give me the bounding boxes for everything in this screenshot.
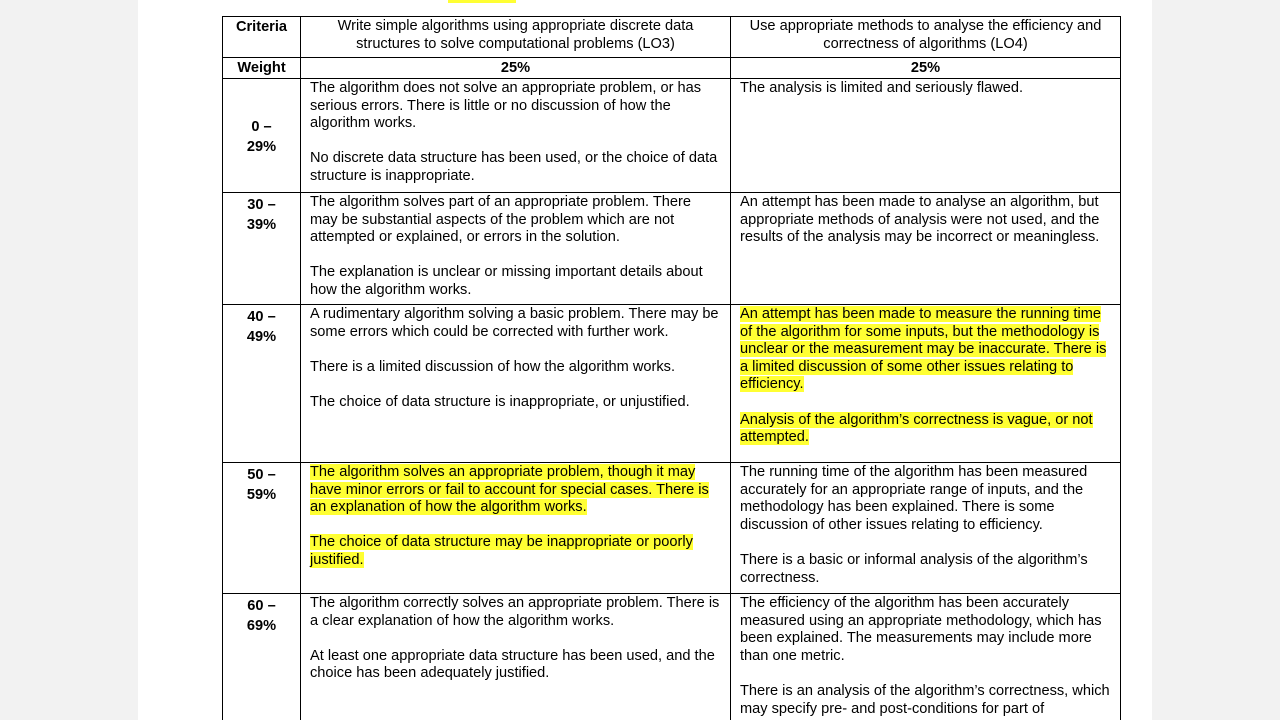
- highlighted-text: The algorithm solves an appropriate problem, though it may have minor errors or fail to account for special cases. There is an explanation of how the algorithm works.: [310, 464, 709, 516]
- band-label-start: 60 –: [247, 598, 276, 614]
- header-row: [223, 17, 1121, 58]
- rubric-table: [222, 16, 1121, 720]
- criterion-text: The efficiency of the algorithm has been accurately measured using an appropriate methodology, which has been explained. The measurements may include more than one metric.: [740, 595, 1102, 664]
- band-label-end: 69%: [246, 618, 277, 634]
- band-cell: [223, 594, 301, 720]
- criterion-text: [310, 464, 722, 517]
- criterion-text: The algorithm does not solve an appropriate problem, or has serious errors. There is little or no discussion of how the algorithm works.: [310, 80, 702, 132]
- lo3-cell: [301, 305, 731, 463]
- lo4-cell: [731, 463, 1121, 594]
- table-row: [223, 79, 1121, 193]
- criterion-text: [310, 534, 722, 569]
- lo4-header: Use appropriate methods to analyse the efficiency and correctness of algorithms (LO4): [731, 17, 1121, 58]
- criterion-text: The running time of the algorithm has been measured accurately for an appropriate range of inputs, and the methodology has been explained. There is some discussion of other issues relating to efficiency.: [740, 464, 1088, 533]
- criterion-text: There is a basic or informal analysis of the algorithm’s correctness.: [740, 551, 1088, 586]
- band-label-start: 50 –: [247, 467, 276, 483]
- table-row: [223, 463, 1121, 594]
- criterion-text: [740, 412, 1112, 447]
- criterion-text: The algorithm solves part of an appropriate problem. There may be substantial aspects of the problem which are not attempted or explained, or errors in the solution.: [310, 194, 691, 246]
- table-row: [223, 305, 1121, 463]
- band-cell: [223, 193, 301, 305]
- lo3-header: Write simple algorithms using appropriate discrete data structures to solve computational problems (LO3): [301, 17, 731, 58]
- band-cell: [223, 305, 301, 463]
- document-page: [138, 0, 1152, 720]
- criteria-header: Criteria: [223, 17, 301, 58]
- lo3-cell: [301, 79, 731, 193]
- highlighted-text: The choice of data structure may be inappropriate or poorly justified.: [310, 534, 693, 568]
- criterion-text: No discrete data structure has been used, or the choice of data structure is inappropriate.: [310, 150, 718, 184]
- weight-label: Weight: [223, 58, 301, 79]
- lo4-cell: [731, 594, 1121, 720]
- table-row: [223, 594, 1121, 720]
- lo4-cell: [731, 79, 1121, 193]
- criterion-text: [740, 306, 1112, 394]
- lo4-cell: [731, 193, 1121, 305]
- lo4-weight: 25%: [731, 58, 1121, 79]
- band-label-end: 59%: [246, 487, 277, 503]
- criterion-text: An attempt has been made to analyse an algorithm, but appropriate methods of analysis were not used, and the results of the analysis may be incorrect or meaningless.: [740, 194, 1100, 246]
- criterion-text: The explanation is unclear or missing important details about how the algorithm works.: [310, 264, 703, 298]
- lo3-cell: [301, 594, 731, 720]
- highlighted-text: Analysis of the algorithm’s correctness is vague, or not attempted.: [740, 411, 1093, 446]
- criterion-text: The algorithm correctly solves an appropriate problem. There is a clear explanation of how the algorithm works.: [310, 595, 720, 629]
- highlighted-text: An attempt has been made to measure the running time of the algorithm for some inputs, but the methodology is unclear or the measurement may be inaccurate. There is a limited discussion of some other issues relating to efficiency.: [740, 306, 1107, 393]
- highlight-fragment: [448, 0, 516, 3]
- criterion-text: The choice of data structure is inappropriate, or unjustified.: [310, 393, 690, 410]
- criterion-text: A rudimentary algorithm solving a basic problem. There may be some errors which could be corrected with further work.: [310, 306, 719, 340]
- criterion-text: At least one appropriate data structure has been used, and the choice has been adequately justified.: [310, 647, 715, 682]
- lo3-cell: [301, 193, 731, 305]
- weight-row: [223, 58, 1121, 79]
- band-label-end: 49%: [246, 329, 277, 345]
- lo3-cell: [301, 463, 731, 594]
- criterion-text: There is a limited discussion of how the algorithm works.: [310, 358, 675, 375]
- band-label-start: 0 –: [251, 118, 272, 135]
- table-row: [223, 193, 1121, 305]
- criterion-text: There is an analysis of the algorithm’s correctness, which may specify pre- and post-conditions for part of: [740, 682, 1110, 717]
- band-label-start: 40 –: [247, 309, 276, 325]
- lo3-weight: 25%: [301, 58, 731, 79]
- band-label-start: 30 –: [247, 197, 276, 213]
- band-label-end: 29%: [246, 138, 277, 155]
- lo4-cell: [731, 305, 1121, 463]
- band-label-end: 39%: [246, 217, 277, 233]
- criterion-text: The analysis is limited and seriously flawed.: [740, 80, 1024, 96]
- band-cell: [223, 79, 301, 193]
- band-cell: [223, 463, 301, 594]
